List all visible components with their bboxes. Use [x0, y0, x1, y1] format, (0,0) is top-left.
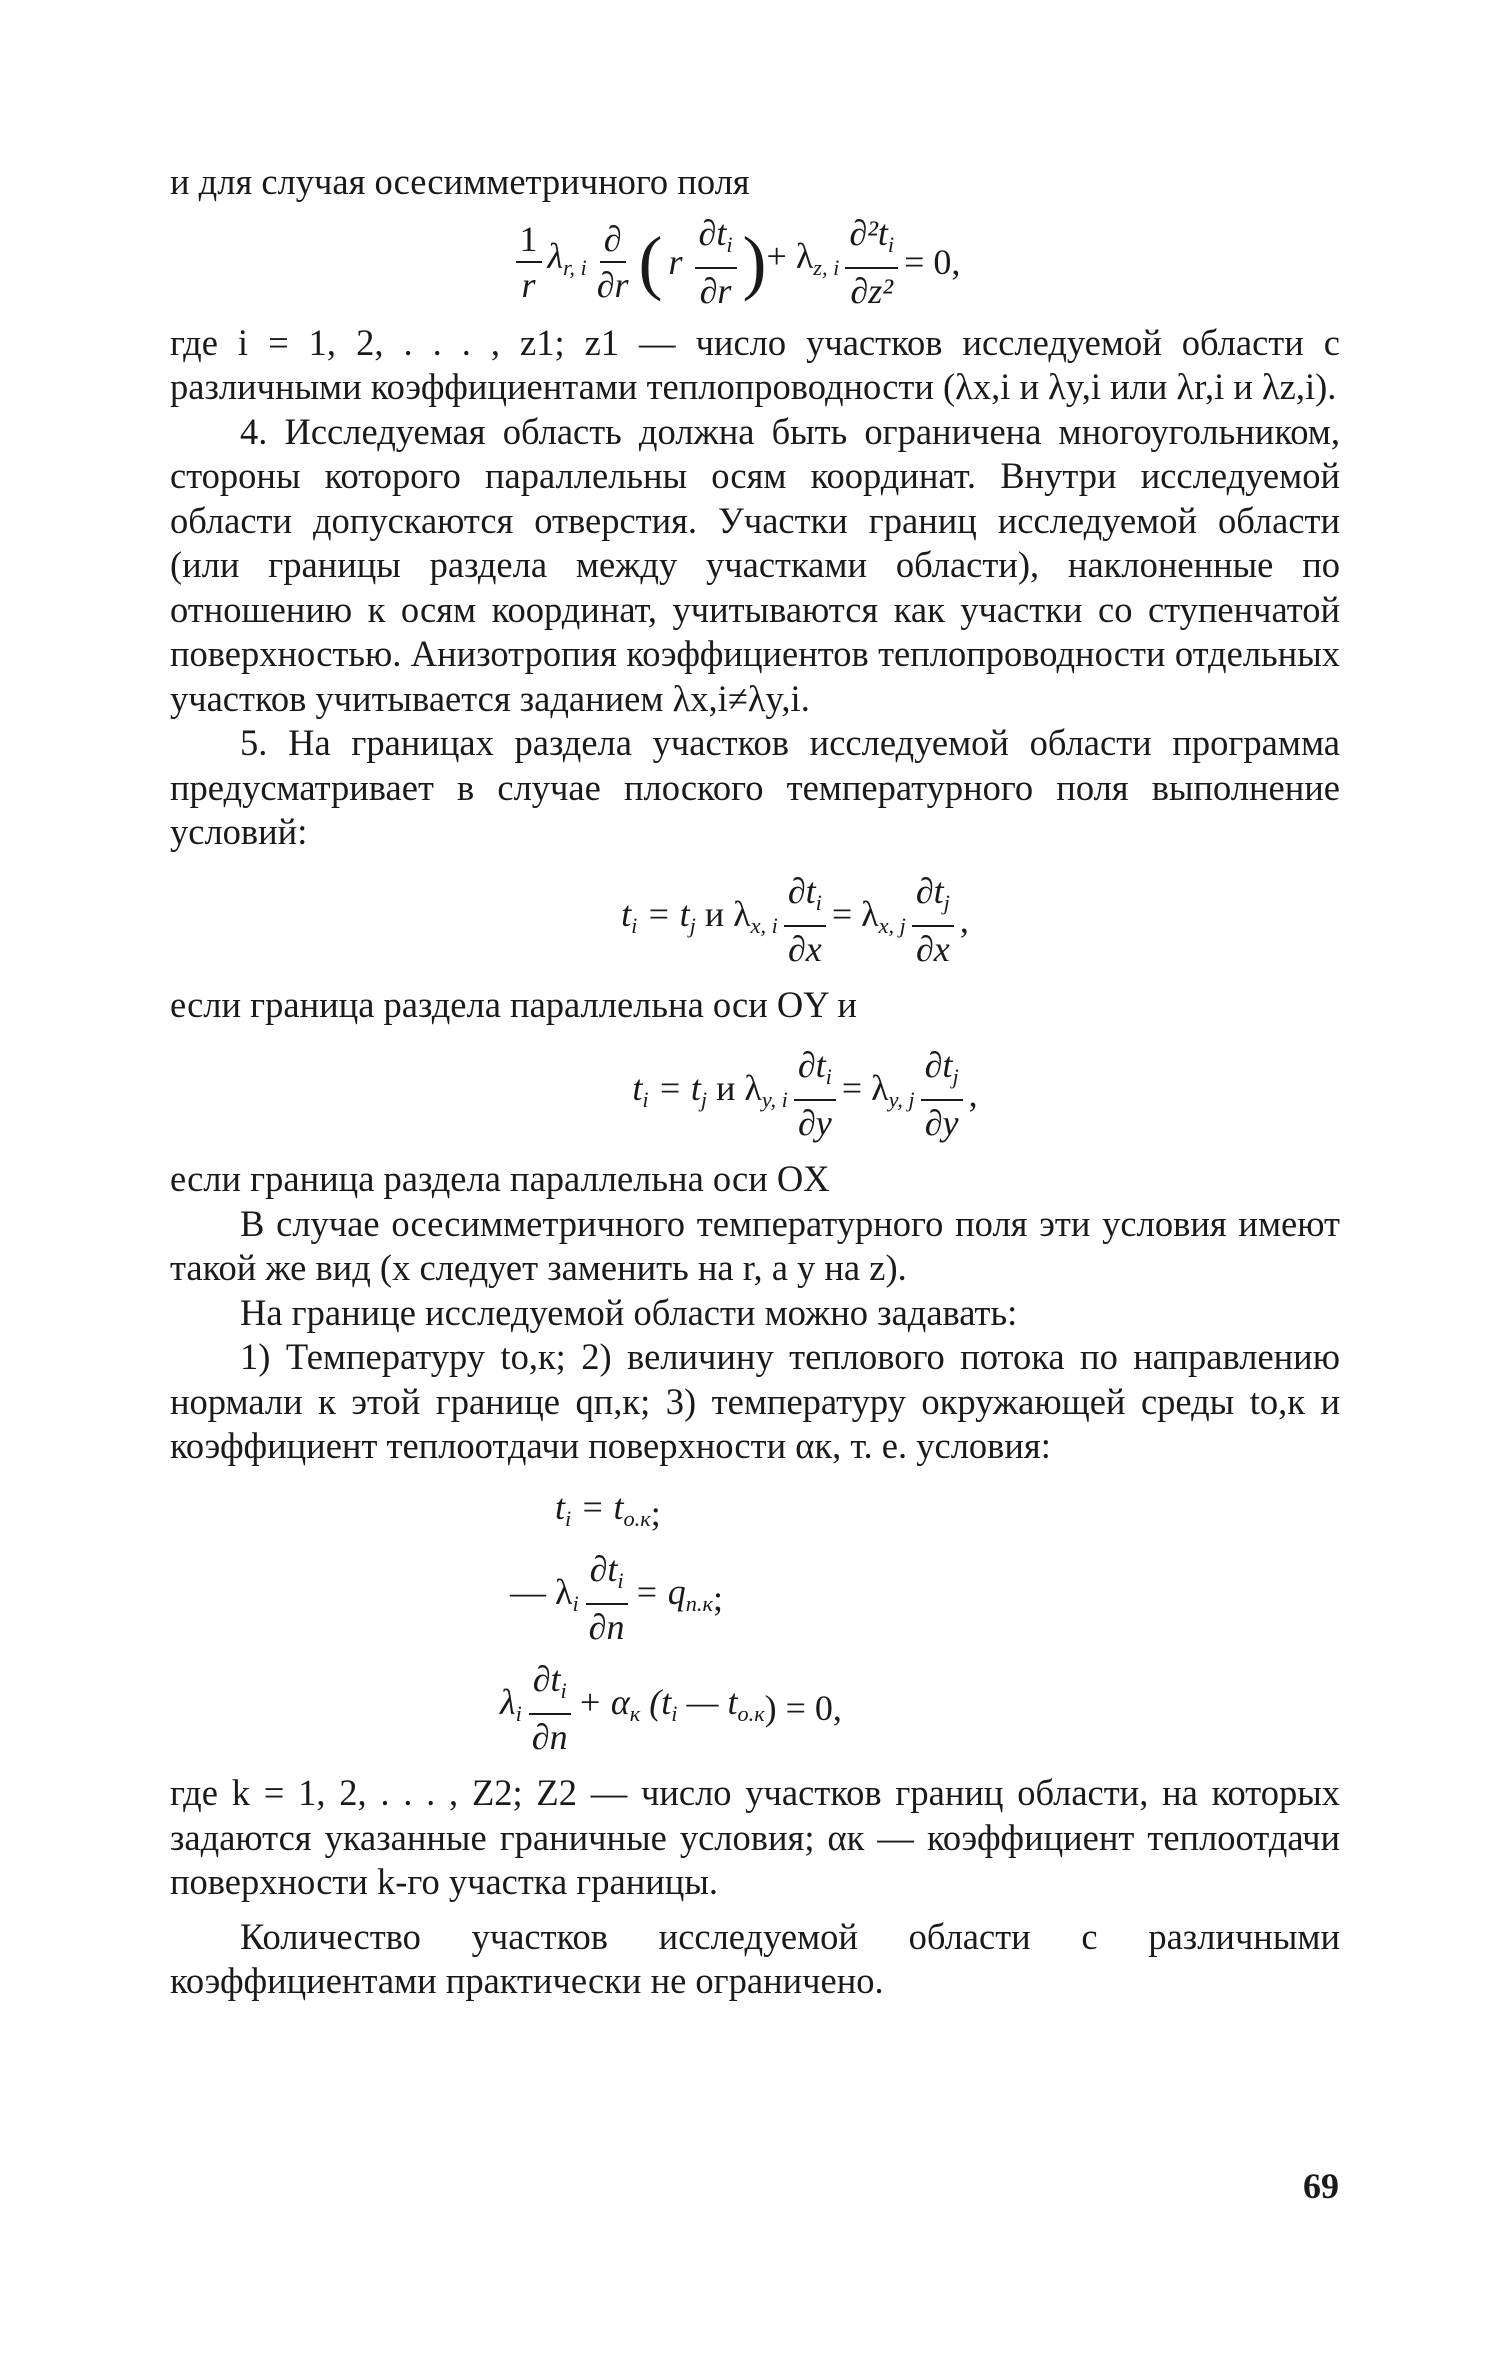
equation-convection — [170, 1659, 1340, 1757]
paragraph-boundary: На границе исследуемой области можно задавать: — [240, 1291, 1018, 1333]
fraction-dti-dn — [528, 1659, 572, 1757]
equals-q: = $q_{п.к}$ — [634, 1572, 713, 1617]
page-number: 69 — [1303, 2166, 1339, 2206]
fraction-dti-dx — [784, 871, 826, 969]
paragraph-axisymmetric: В случае осесимметричного температурного поля эти условия имеют такой же вид (x следует заменить на r, а y на z). — [170, 1202, 1340, 1289]
fraction-denominator: ∂x — [915, 928, 950, 969]
plus-lambda-z: + $\lambda_{z, i}$ — [766, 235, 840, 280]
fraction-dti-dy — [794, 1045, 836, 1143]
fraction-numerator: $\partial t_j$ — [912, 871, 954, 927]
open-paren: ( — [638, 221, 663, 302]
fraction-numerator: $\partial t_i$ — [529, 1659, 571, 1715]
fraction-denominator: ∂n — [588, 1607, 625, 1648]
equation-temperature — [170, 1487, 1340, 1539]
paragraph-4: 4. Исследуемая область должна быть ограничена многоугольником, стороны которого параллельны осям координат. Внутри исследуемой области допускаются отверстия. Участки границ исследуемой области (или границы раздела между участками области), наклоненные по отношению к осям координат, учитываются как участки со ступенчатой поверхностью. Анизотропия коэффициентов теплопроводности отдельных участков учитывается заданием λx,i≠λy,i. — [170, 410, 1340, 719]
semicolon: ; — [650, 1492, 661, 1533]
paragraph-5: 5. На границах раздела участков исследуемой области программа предусматривает в случае плоского температурного поля выполнение условий: — [170, 722, 1340, 853]
lambda-i: $\lambda_i$ — [500, 1682, 522, 1727]
fraction-denominator: ∂z² — [850, 270, 894, 311]
fraction-denominator: ∂y — [924, 1103, 959, 1144]
fraction-denominator: ∂y — [797, 1103, 832, 1144]
fraction-numerator: ∂ — [600, 219, 626, 263]
fraction-dtj-dy — [921, 1045, 963, 1143]
equation-axisymmetric — [170, 213, 1340, 311]
fraction-numerator: $\partial t_i$ — [794, 1045, 836, 1101]
equals-lambda: = $\lambda_{y, j}$ — [841, 1068, 915, 1113]
paragraph-list: 1) Температуру tо,к; 2) величину теплового потока по направлению нормали к этой границе qп,к; 3) температуру окружающей среды tо,к и коэффициент теплоотдачи поверхности αк, т. е. условия: — [170, 1336, 1340, 1467]
paren-t-i: ($t_i$ — [649, 1682, 678, 1727]
inner-r: r — [668, 241, 683, 282]
equals-t-j: = $t_j$ — [657, 1068, 708, 1113]
t-i: $t_i$ — [632, 1068, 649, 1113]
t-i: $t_i$ — [621, 893, 638, 938]
fraction-denominator: ∂r — [699, 270, 732, 311]
paragraph-last: Количество участков исследуемой области с различными коэффициентами практически не ограничено. — [170, 1915, 1340, 2002]
equals-zero: = 0, — [904, 241, 961, 282]
fraction-numerator: $\partial t_i$ — [784, 871, 826, 927]
fraction-dti-dn — [585, 1549, 629, 1647]
comma: , — [959, 899, 969, 940]
fraction-numerator: $\partial^2t_i$ — [845, 213, 898, 269]
intro-line: и для случая осесимметричного поля — [170, 161, 750, 202]
plus-alpha: + $\alpha_к$ — [577, 1682, 641, 1727]
equals-zero: ) = 0, — [764, 1688, 842, 1729]
paragraph-where-1: где i = 1, 2, . . . , z1; z1 — число участков исследуемой области с различными коэффициентами теплопроводности (λx,i и λy,i или λr,i и λz,i). — [170, 321, 1340, 408]
comma: , — [968, 1074, 978, 1115]
equals-lambda: = $\lambda_{x, j}$ — [831, 893, 906, 938]
equation-heat-flux — [170, 1549, 1340, 1647]
fraction-denominator: r — [521, 264, 536, 305]
equals-t-j: = $t_j$ — [646, 893, 696, 938]
fraction-numerator: $\partial t_i$ — [586, 1549, 628, 1605]
page-content — [170, 160, 1340, 2004]
condition-oy: если граница раздела параллельна оси OY и — [170, 983, 857, 1025]
close-paren: ) — [742, 221, 767, 302]
fraction-d2ti-dz2 — [845, 213, 898, 311]
and-lambda: и $\lambda_{x, i}$ — [704, 893, 778, 938]
fraction-numerator: $\partial t_j$ — [921, 1045, 963, 1101]
paragraph-where-2: где k = 1, 2, . . . , Z2; Z2 — число участков границ области, на которых задаются указанные граничные условия; αк — коэффициент теплоотдачи поверхности k-го участка границы. — [170, 1772, 1340, 1903]
semicolon: ; — [712, 1578, 723, 1619]
fraction-denominator: ∂r — [596, 264, 629, 305]
fraction-dti-dr — [695, 213, 737, 311]
fraction-numerator: $\partial t_i$ — [695, 213, 737, 269]
condition-ox: если граница раздела параллельна оси OX — [170, 1158, 830, 1200]
fraction-denominator: ∂n — [531, 1717, 568, 1758]
lambda-r: $\lambda_{r, i}$ — [547, 235, 587, 280]
equation-condition-x — [170, 871, 1340, 969]
fraction-dtj-dx — [912, 871, 954, 969]
minus-t-ok: — $t_{о.к}$ — [686, 1682, 765, 1727]
fraction-denominator: ∂x — [787, 928, 822, 969]
equals-t-ok: = $t_{о.к}$ — [580, 1486, 651, 1532]
fraction-1-over-r — [516, 219, 542, 305]
fraction-d-dr — [593, 219, 633, 305]
fraction-numerator: 1 — [516, 219, 542, 263]
minus-lambda: — $\lambda_i$ — [510, 1572, 579, 1617]
equation-condition-y — [170, 1045, 1340, 1143]
and-lambda: и $\lambda_{y, i}$ — [716, 1068, 788, 1113]
t-i: $t_i$ — [555, 1486, 572, 1532]
